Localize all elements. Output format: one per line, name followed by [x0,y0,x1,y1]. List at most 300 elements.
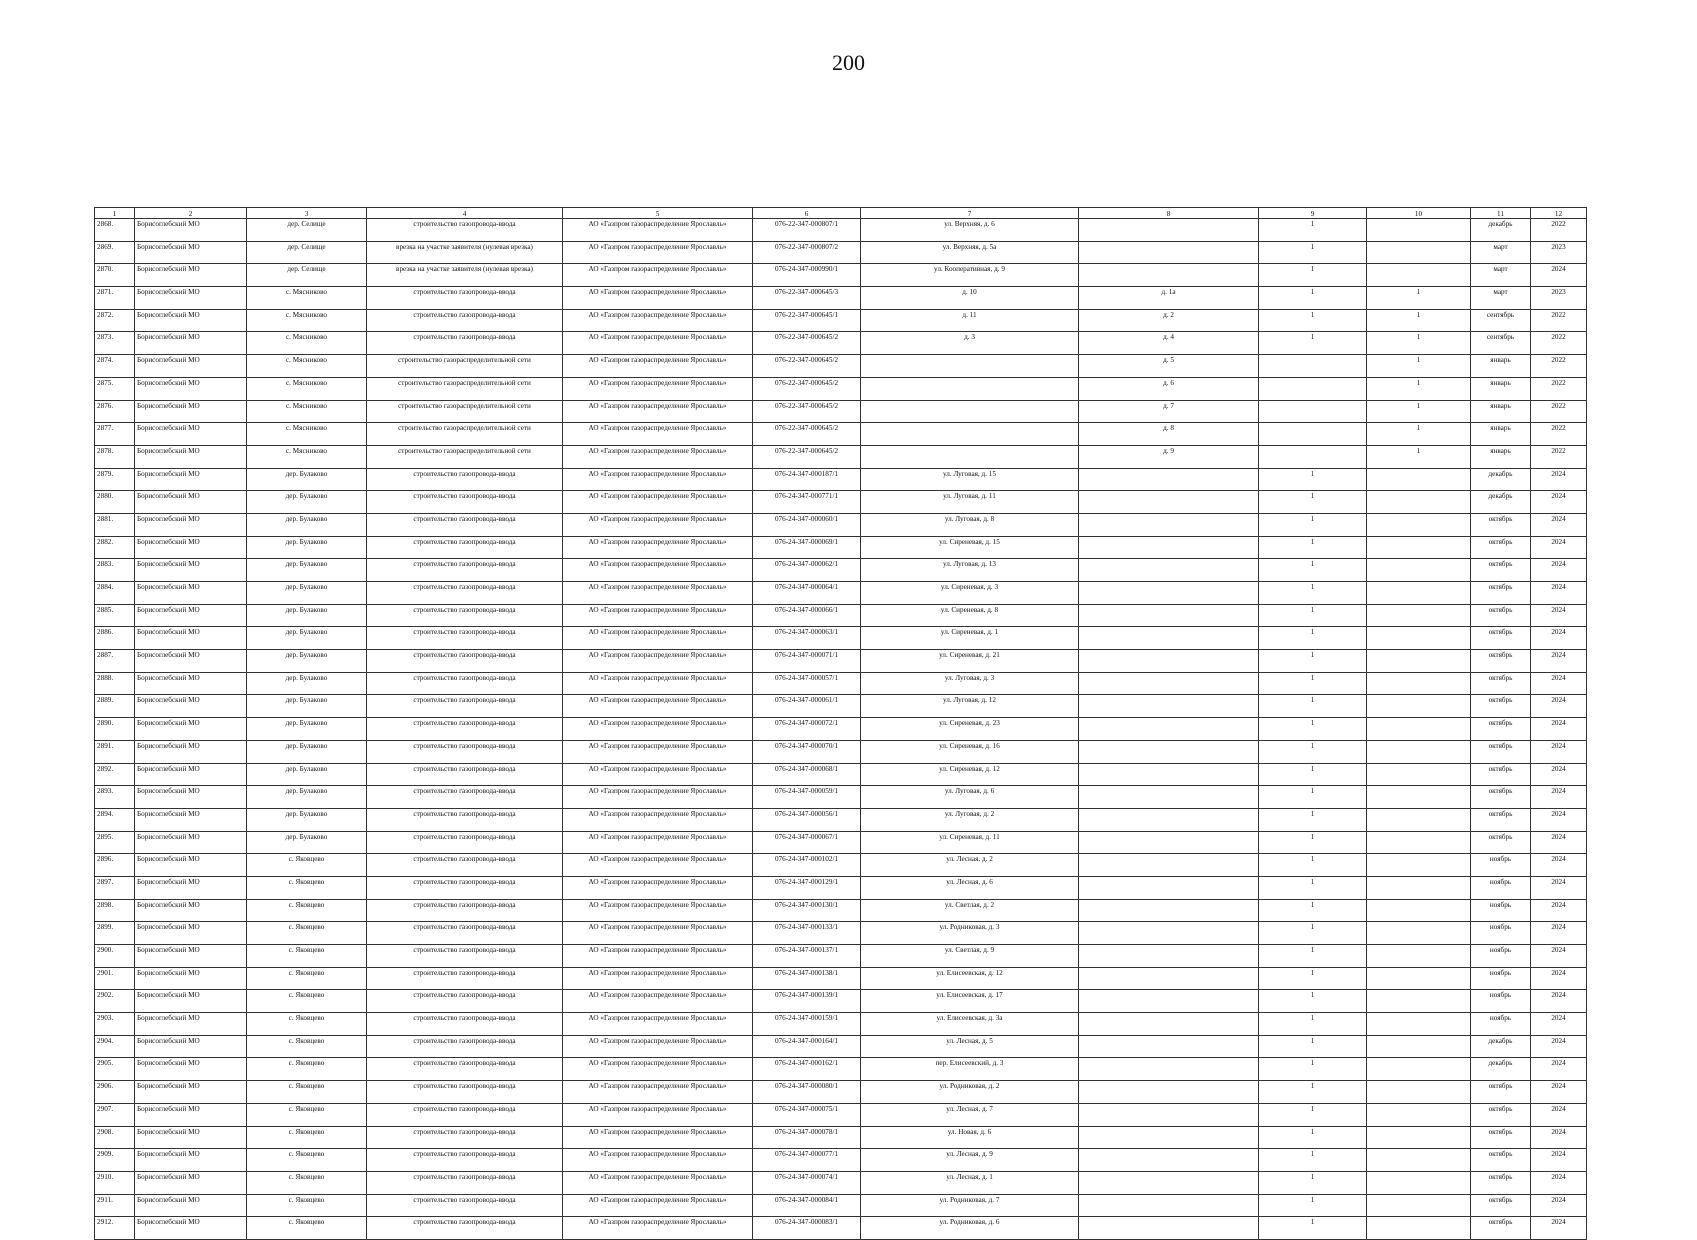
cell-municipality: Борисоглебский МО [135,899,247,922]
cell-year: 2024 [1531,990,1587,1013]
cell-count: 1 [1259,1126,1367,1149]
cell-contract-number: 076-24-347-000164/1 [753,1035,861,1058]
table-row [95,740,1587,763]
cell-municipality: Борисоглебский МО [135,1194,247,1217]
cell-municipality: Борисоглебский МО [135,536,247,559]
cell-municipality: Борисоглебский МО [135,264,247,287]
cell-contract-number: 076-22-347-000645/2 [753,400,861,423]
cell-municipality: Борисоглебский МО [135,1081,247,1104]
cell-organization: АО «Газпром газораспределение Ярославль» [563,1126,753,1149]
cell-year: 2024 [1531,967,1587,990]
cell-work-type: строительство газопровода-ввода [367,1013,563,1036]
table-row [95,445,1587,468]
cell-count-extra [1367,536,1471,559]
cell-row-number: 2881. [95,513,135,536]
cell-count-extra [1367,1103,1471,1126]
cell-organization: АО «Газпром газораспределение Ярославль» [563,831,753,854]
cell-contract-number: 076-24-347-000139/1 [753,990,861,1013]
cell-contract-number: 076-24-347-000084/1 [753,1194,861,1217]
cell-year: 2024 [1531,763,1587,786]
cell-year: 2022 [1531,445,1587,468]
cell-contract-number: 076-22-347-000645/2 [753,332,861,355]
cell-month: октябрь [1471,513,1531,536]
cell-year: 2024 [1531,672,1587,695]
cell-settlement: дер. Булаково [247,582,367,605]
cell-count-extra [1367,559,1471,582]
cell-month: март [1471,241,1531,264]
table-row [95,1171,1587,1194]
cell-count: 1 [1259,1081,1367,1104]
cell-month: октябрь [1471,831,1531,854]
table-row [95,582,1587,605]
cell-year: 2024 [1531,945,1587,968]
cell-month: ноябрь [1471,967,1531,990]
cell-municipality: Борисоглебский МО [135,990,247,1013]
cell-address: ул. Сиреневая, д. 3 [861,582,1079,605]
cell-settlement: с. Яковцево [247,1171,367,1194]
table-row [95,355,1587,378]
cell-address-extra [1079,241,1259,264]
cell-settlement: дер. Булаково [247,536,367,559]
cell-contract-number: 076-24-347-000061/1 [753,695,861,718]
cell-organization: АО «Газпром газораспределение Ярославль» [563,945,753,968]
column-number: 1 [95,208,135,219]
cell-contract-number: 076-24-347-000133/1 [753,922,861,945]
cell-year: 2023 [1531,241,1587,264]
cell-month: октябрь [1471,718,1531,741]
cell-work-type: строительство газопровода-ввода [367,287,563,310]
cell-row-number: 2898. [95,899,135,922]
cell-count: 1 [1259,990,1367,1013]
cell-organization: АО «Газпром газораспределение Ярославль» [563,967,753,990]
cell-row-number: 2880. [95,491,135,514]
cell-organization: АО «Газпром газораспределение Ярославль» [563,990,753,1013]
cell-month: октябрь [1471,582,1531,605]
cell-contract-number: 076-22-347-000645/1 [753,309,861,332]
cell-municipality: Борисоглебский МО [135,1217,247,1240]
registry-table [94,207,1587,1240]
cell-contract-number: 076-24-347-000064/1 [753,582,861,605]
cell-month: октябрь [1471,740,1531,763]
cell-year: 2024 [1531,491,1587,514]
cell-settlement: дер. Булаково [247,491,367,514]
cell-address-extra: д. 9 [1079,445,1259,468]
cell-municipality: Борисоглебский МО [135,309,247,332]
table-row [95,287,1587,310]
cell-organization: АО «Газпром газораспределение Ярославль» [563,1081,753,1104]
cell-address: ул. Луговая, д. 3 [861,672,1079,695]
cell-contract-number: 076-24-347-000162/1 [753,1058,861,1081]
cell-month: октябрь [1471,672,1531,695]
cell-count: 1 [1259,945,1367,968]
cell-settlement: с. Мясниково [247,287,367,310]
cell-address-extra [1079,491,1259,514]
cell-settlement: с. Яковцево [247,854,367,877]
cell-contract-number: 076-24-347-000062/1 [753,559,861,582]
table-row [95,945,1587,968]
cell-work-type: строительство газопровода-ввода [367,831,563,854]
cell-work-type: строительство газопровода-ввода [367,1058,563,1081]
cell-address: д. 10 [861,287,1079,310]
cell-work-type: строительство газопровода-ввода [367,808,563,831]
cell-work-type: строительство газопровода-ввода [367,763,563,786]
cell-year: 2022 [1531,423,1587,446]
cell-address-extra [1079,559,1259,582]
cell-year: 2024 [1531,582,1587,605]
cell-settlement: с. Мясниково [247,445,367,468]
cell-count-extra [1367,740,1471,763]
cell-address-extra [1079,650,1259,673]
cell-organization: АО «Газпром газораспределение Ярославль» [563,423,753,446]
table-row [95,1081,1587,1104]
cell-month: январь [1471,445,1531,468]
cell-address: ул. Сиреневая, д. 23 [861,718,1079,741]
cell-settlement: с. Яковцево [247,876,367,899]
table-row [95,1194,1587,1217]
cell-month: октябрь [1471,604,1531,627]
cell-work-type: строительство газораспределительной сети [367,377,563,400]
table-row [95,241,1587,264]
cell-municipality: Борисоглебский МО [135,695,247,718]
cell-row-number: 2907. [95,1103,135,1126]
cell-month: ноябрь [1471,1013,1531,1036]
cell-address: ул. Кооперативная, д. 9 [861,264,1079,287]
cell-month: ноябрь [1471,899,1531,922]
cell-address: ул. Верхняя, д. 6 [861,219,1079,242]
cell-contract-number: 076-24-347-000063/1 [753,627,861,650]
cell-address-extra [1079,967,1259,990]
cell-organization: АО «Газпром газораспределение Ярославль» [563,1217,753,1240]
cell-settlement: с. Яковцево [247,1149,367,1172]
cell-address-extra [1079,604,1259,627]
cell-month: январь [1471,423,1531,446]
cell-address: ул. Сиреневая, д. 11 [861,831,1079,854]
cell-settlement: с. Мясниково [247,309,367,332]
cell-month: январь [1471,400,1531,423]
cell-year: 2024 [1531,876,1587,899]
cell-year: 2024 [1531,740,1587,763]
cell-work-type: строительство газопровода-ввода [367,219,563,242]
cell-municipality: Борисоглебский МО [135,672,247,695]
cell-organization: АО «Газпром газораспределение Ярославль» [563,740,753,763]
cell-organization: АО «Газпром газораспределение Ярославль» [563,400,753,423]
cell-work-type: строительство газопровода-ввода [367,945,563,968]
cell-organization: АО «Газпром газораспределение Ярославль» [563,627,753,650]
cell-contract-number: 076-22-347-000645/2 [753,377,861,400]
cell-count: 1 [1259,219,1367,242]
cell-settlement: с. Мясниково [247,332,367,355]
cell-year: 2024 [1531,808,1587,831]
cell-settlement: с. Яковцево [247,967,367,990]
cell-address [861,400,1079,423]
cell-settlement: дер. Булаково [247,740,367,763]
cell-row-number: 2899. [95,922,135,945]
table-row [95,491,1587,514]
cell-month: октябрь [1471,1126,1531,1149]
cell-organization: АО «Газпром газораспределение Ярославль» [563,718,753,741]
cell-municipality: Борисоглебский МО [135,559,247,582]
cell-year: 2024 [1531,1149,1587,1172]
cell-work-type: строительство газопровода-ввода [367,536,563,559]
cell-address-extra [1079,1171,1259,1194]
cell-settlement: дер. Булаково [247,718,367,741]
cell-year: 2024 [1531,922,1587,945]
cell-year: 2024 [1531,1081,1587,1104]
cell-contract-number: 076-24-347-000077/1 [753,1149,861,1172]
cell-municipality: Борисоглебский МО [135,445,247,468]
cell-year: 2024 [1531,786,1587,809]
cell-municipality: Борисоглебский МО [135,922,247,945]
cell-address-extra [1079,831,1259,854]
cell-organization: АО «Газпром газораспределение Ярославль» [563,264,753,287]
cell-count: 1 [1259,718,1367,741]
cell-contract-number: 076-24-347-000083/1 [753,1217,861,1240]
cell-municipality: Борисоглебский МО [135,377,247,400]
cell-count-extra [1367,1149,1471,1172]
cell-count: 1 [1259,1217,1367,1240]
cell-year: 2024 [1531,1013,1587,1036]
cell-settlement: дер. Булаково [247,763,367,786]
cell-month: сентябрь [1471,332,1531,355]
table-row [95,967,1587,990]
cell-address-extra [1079,219,1259,242]
cell-settlement: с. Яковцево [247,1126,367,1149]
table-row [95,786,1587,809]
cell-count: 1 [1259,1171,1367,1194]
cell-count-extra [1367,718,1471,741]
cell-count: 1 [1259,876,1367,899]
cell-work-type: строительство газораспределительной сети [367,400,563,423]
table-row [95,1217,1587,1240]
cell-year: 2024 [1531,627,1587,650]
cell-count-extra [1367,627,1471,650]
cell-settlement: с. Яковцево [247,1194,367,1217]
cell-work-type: строительство газопровода-ввода [367,1149,563,1172]
cell-year: 2022 [1531,355,1587,378]
cell-address: д. 3 [861,332,1079,355]
cell-organization: АО «Газпром газораспределение Ярославль» [563,445,753,468]
cell-settlement: с. Яковцево [247,1103,367,1126]
cell-row-number: 2912. [95,1217,135,1240]
cell-count: 1 [1259,1194,1367,1217]
cell-settlement: с. Мясниково [247,377,367,400]
table-row [95,922,1587,945]
cell-count: 1 [1259,536,1367,559]
cell-count-extra [1367,1171,1471,1194]
cell-month: декабрь [1471,491,1531,514]
cell-row-number: 2897. [95,876,135,899]
cell-contract-number: 076-24-347-000060/1 [753,513,861,536]
cell-row-number: 2895. [95,831,135,854]
column-number: 3 [247,208,367,219]
cell-address-extra [1079,627,1259,650]
cell-address-extra [1079,1126,1259,1149]
cell-count-extra [1367,1013,1471,1036]
cell-address: ул. Сиреневая, д. 1 [861,627,1079,650]
cell-organization: АО «Газпром газораспределение Ярославль» [563,1194,753,1217]
cell-address-extra: д. 1а [1079,287,1259,310]
cell-work-type: строительство газопровода-ввода [367,1103,563,1126]
cell-month: октябрь [1471,1103,1531,1126]
cell-contract-number: 076-22-347-000807/1 [753,219,861,242]
cell-count-extra [1367,786,1471,809]
cell-month: октябрь [1471,1194,1531,1217]
cell-municipality: Борисоглебский МО [135,491,247,514]
cell-work-type: врезка на участке заявителя (нулевая врезка) [367,241,563,264]
column-number: 2 [135,208,247,219]
cell-contract-number: 076-24-347-000072/1 [753,718,861,741]
cell-work-type: врезка на участке заявителя (нулевая врезка) [367,264,563,287]
table-row [95,627,1587,650]
cell-address: ул. Сиреневая, д. 8 [861,604,1079,627]
cell-municipality: Борисоглебский МО [135,513,247,536]
cell-year: 2024 [1531,1058,1587,1081]
cell-row-number: 2884. [95,582,135,605]
cell-work-type: строительство газопровода-ввода [367,491,563,514]
cell-count: 1 [1259,763,1367,786]
cell-municipality: Борисоглебский МО [135,241,247,264]
cell-row-number: 2905. [95,1058,135,1081]
table-row [95,808,1587,831]
cell-work-type: строительство газопровода-ввода [367,786,563,809]
cell-organization: АО «Газпром газораспределение Ярославль» [563,1035,753,1058]
cell-address-extra: д. 6 [1079,377,1259,400]
cell-work-type: строительство газопровода-ввода [367,899,563,922]
cell-municipality: Борисоглебский МО [135,287,247,310]
cell-row-number: 2876. [95,400,135,423]
table-row [95,899,1587,922]
cell-work-type: строительство газопровода-ввода [367,1035,563,1058]
cell-municipality: Борисоглебский МО [135,763,247,786]
cell-organization: АО «Газпром газораспределение Ярославль» [563,355,753,378]
cell-municipality: Борисоглебский МО [135,1035,247,1058]
cell-address [861,355,1079,378]
cell-municipality: Борисоглебский МО [135,1149,247,1172]
cell-work-type: строительство газопровода-ввода [367,332,563,355]
cell-year: 2024 [1531,1126,1587,1149]
cell-count-extra [1367,1035,1471,1058]
cell-count-extra [1367,922,1471,945]
cell-count: 1 [1259,831,1367,854]
cell-contract-number: 076-24-347-000130/1 [753,899,861,922]
cell-address-extra [1079,854,1259,877]
cell-address-extra [1079,899,1259,922]
cell-row-number: 2901. [95,967,135,990]
cell-row-number: 2882. [95,536,135,559]
table-row [95,377,1587,400]
cell-count: 1 [1259,786,1367,809]
cell-address: д. 11 [861,309,1079,332]
cell-work-type: строительство газопровода-ввода [367,1081,563,1104]
cell-address-extra [1079,1103,1259,1126]
cell-settlement: дер. Булаково [247,695,367,718]
cell-contract-number: 076-24-347-000080/1 [753,1081,861,1104]
cell-contract-number: 076-24-347-000066/1 [753,604,861,627]
cell-count: 1 [1259,1103,1367,1126]
table-row [95,1058,1587,1081]
cell-month: март [1471,287,1531,310]
cell-count-extra [1367,219,1471,242]
cell-row-number: 2911. [95,1194,135,1217]
cell-settlement: дер. Булаково [247,604,367,627]
table-row [95,1035,1587,1058]
cell-year: 2024 [1531,831,1587,854]
cell-address [861,423,1079,446]
cell-month: ноябрь [1471,854,1531,877]
cell-address-extra: д. 7 [1079,400,1259,423]
cell-count-extra [1367,695,1471,718]
cell-address: ул. Светлая, д. 9 [861,945,1079,968]
cell-count: 1 [1259,604,1367,627]
cell-address-extra [1079,990,1259,1013]
cell-contract-number: 076-22-347-000645/3 [753,287,861,310]
cell-address: ул. Родниковая, д. 2 [861,1081,1079,1104]
cell-settlement: с. Яковцево [247,990,367,1013]
cell-organization: АО «Газпром газораспределение Ярославль» [563,876,753,899]
cell-organization: АО «Газпром газораспределение Ярославль» [563,808,753,831]
cell-address: ул. Лесная, д. 5 [861,1035,1079,1058]
cell-settlement: с. Мясниково [247,355,367,378]
cell-address [861,445,1079,468]
cell-organization: АО «Газпром газораспределение Ярославль» [563,1058,753,1081]
table-row [95,672,1587,695]
cell-address: ул. Родниковая, д. 7 [861,1194,1079,1217]
cell-count: 1 [1259,241,1367,264]
cell-municipality: Борисоглебский МО [135,786,247,809]
cell-count: 1 [1259,922,1367,945]
cell-contract-number: 076-24-347-000067/1 [753,831,861,854]
cell-work-type: строительство газораспределительной сети [367,445,563,468]
cell-count-extra [1367,763,1471,786]
cell-row-number: 2891. [95,740,135,763]
cell-contract-number: 076-24-347-000057/1 [753,672,861,695]
column-number: 10 [1367,208,1471,219]
cell-work-type: строительство газопровода-ввода [367,876,563,899]
cell-settlement: с. Яковцево [247,922,367,945]
cell-month: октябрь [1471,808,1531,831]
cell-settlement: с. Яковцево [247,1081,367,1104]
cell-count-extra: 1 [1367,400,1471,423]
cell-count-extra [1367,513,1471,536]
cell-settlement: с. Яковцево [247,899,367,922]
column-number-row [95,208,1587,219]
cell-contract-number: 076-24-347-000071/1 [753,650,861,673]
cell-organization: АО «Газпром газораспределение Ярославль» [563,377,753,400]
cell-row-number: 2886. [95,627,135,650]
table-row [95,990,1587,1013]
cell-count-extra: 1 [1367,355,1471,378]
table-row [95,536,1587,559]
cell-address-extra [1079,1058,1259,1081]
cell-organization: АО «Газпром газораспределение Ярославль» [563,1149,753,1172]
column-number: 5 [563,208,753,219]
cell-organization: АО «Газпром газораспределение Ярославль» [563,582,753,605]
cell-count-extra: 1 [1367,287,1471,310]
cell-contract-number: 076-22-347-000807/2 [753,241,861,264]
cell-work-type: строительство газопровода-ввода [367,513,563,536]
cell-count-extra [1367,672,1471,695]
cell-settlement: с. Мясниково [247,423,367,446]
cell-row-number: 2909. [95,1149,135,1172]
cell-settlement: дер. Булаково [247,831,367,854]
cell-contract-number: 076-24-347-000137/1 [753,945,861,968]
table-row [95,423,1587,446]
cell-count [1259,355,1367,378]
cell-municipality: Борисоглебский МО [135,876,247,899]
cell-work-type: строительство газопровода-ввода [367,650,563,673]
cell-settlement: с. Яковцево [247,1035,367,1058]
cell-address-extra [1079,536,1259,559]
